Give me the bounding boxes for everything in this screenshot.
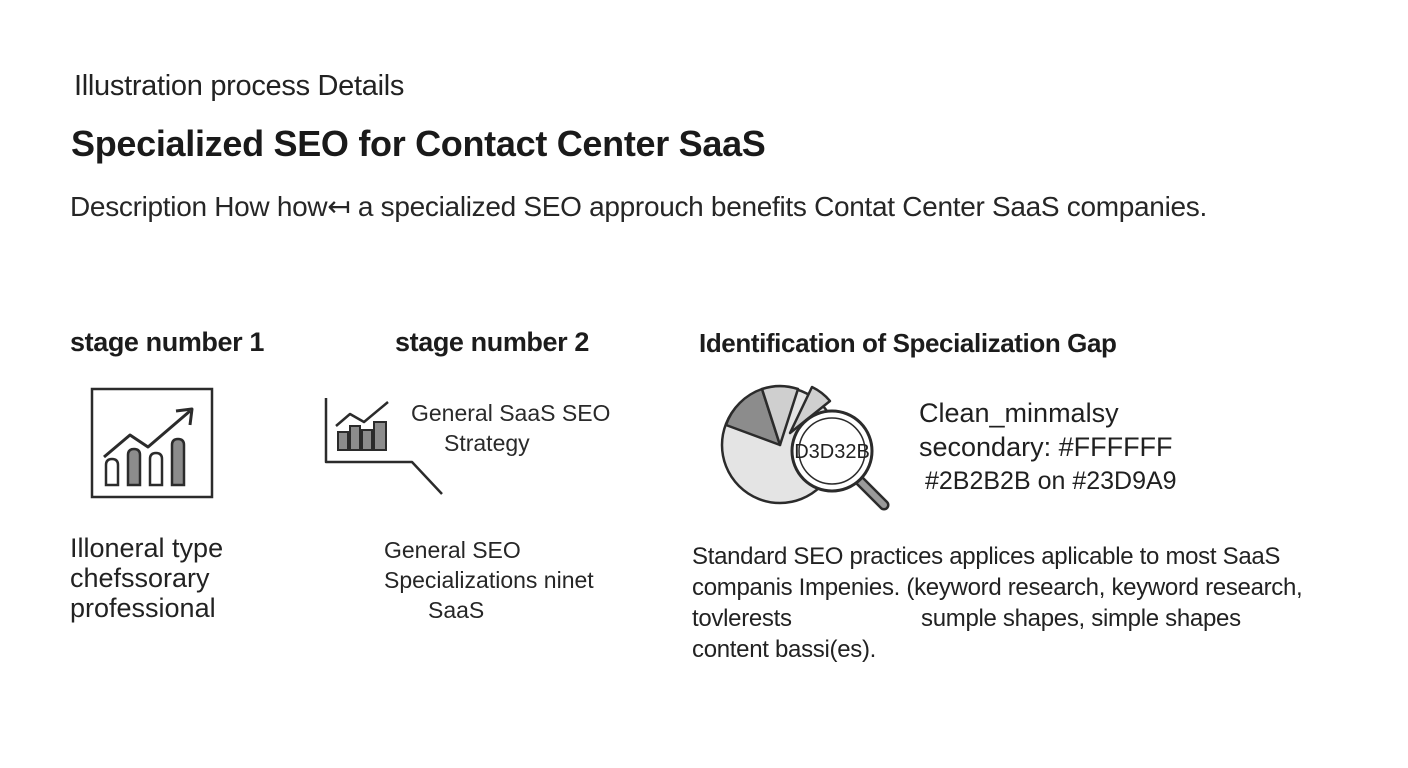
stage-1-body: [70, 533, 223, 623]
stage-2-body-line: SaaS: [428, 597, 485, 623]
stage-2-icon-label-line: Strategy: [444, 430, 530, 456]
stage-3-note-line: #2B2B2B on #23D9A9: [925, 467, 1177, 495]
magnifier-label: D3D32B: [794, 441, 870, 463]
stage-3-note-line: Clean_minmalsy: [919, 398, 1119, 428]
stage-3-heading: Identification of Specialization Gap: [699, 328, 1117, 358]
growth-chart-icon: [90, 387, 214, 504]
stage-3-note-line: secondary: #FFFFFF: [919, 432, 1173, 462]
stage-3-body-line: content bassi(es).: [692, 636, 877, 663]
page-description: Description How how↤ a specialized SEO approuch benefits Contat Center SaaS companies.: [70, 191, 1207, 222]
stage-3-body-line: companis Impenies. (keyword research, keyword research,: [692, 574, 1303, 601]
stage-1-heading: stage number 1: [70, 327, 264, 357]
stage-3-body: [692, 541, 1302, 665]
stage-2-heading: stage number 2: [395, 327, 589, 357]
page-kicker: Illustration process Details: [74, 70, 405, 102]
stage-2-body-line: General SEO: [384, 537, 521, 563]
stage-1-body-line: Illoneral type: [70, 533, 224, 563]
pie-chart-magnifier-icon: [718, 383, 894, 518]
page-title: Specialized SEO for Contact Center SaaS: [71, 123, 766, 164]
stage-3-body-line: [692, 603, 1302, 634]
stage-2-icon-label-line: General SaaS SEO: [411, 400, 611, 426]
stage-3-body-fragment: sumple shapes, simple shapes: [921, 605, 1241, 632]
stage-3-body-line: Standard SEO practices applices aplicable to most SaaS: [692, 543, 1281, 570]
stage-2-icon-label: [411, 398, 610, 458]
stage-2-body-line: Specializations ninet: [384, 567, 594, 593]
stage-2-body: [384, 535, 594, 625]
stage-1-body-line: chefssorary: [70, 563, 210, 593]
stage-3-notes: [919, 396, 1177, 498]
stage-3-body-fragment: tovlerests: [692, 605, 792, 632]
stage-1-body-line: professional: [70, 593, 216, 623]
